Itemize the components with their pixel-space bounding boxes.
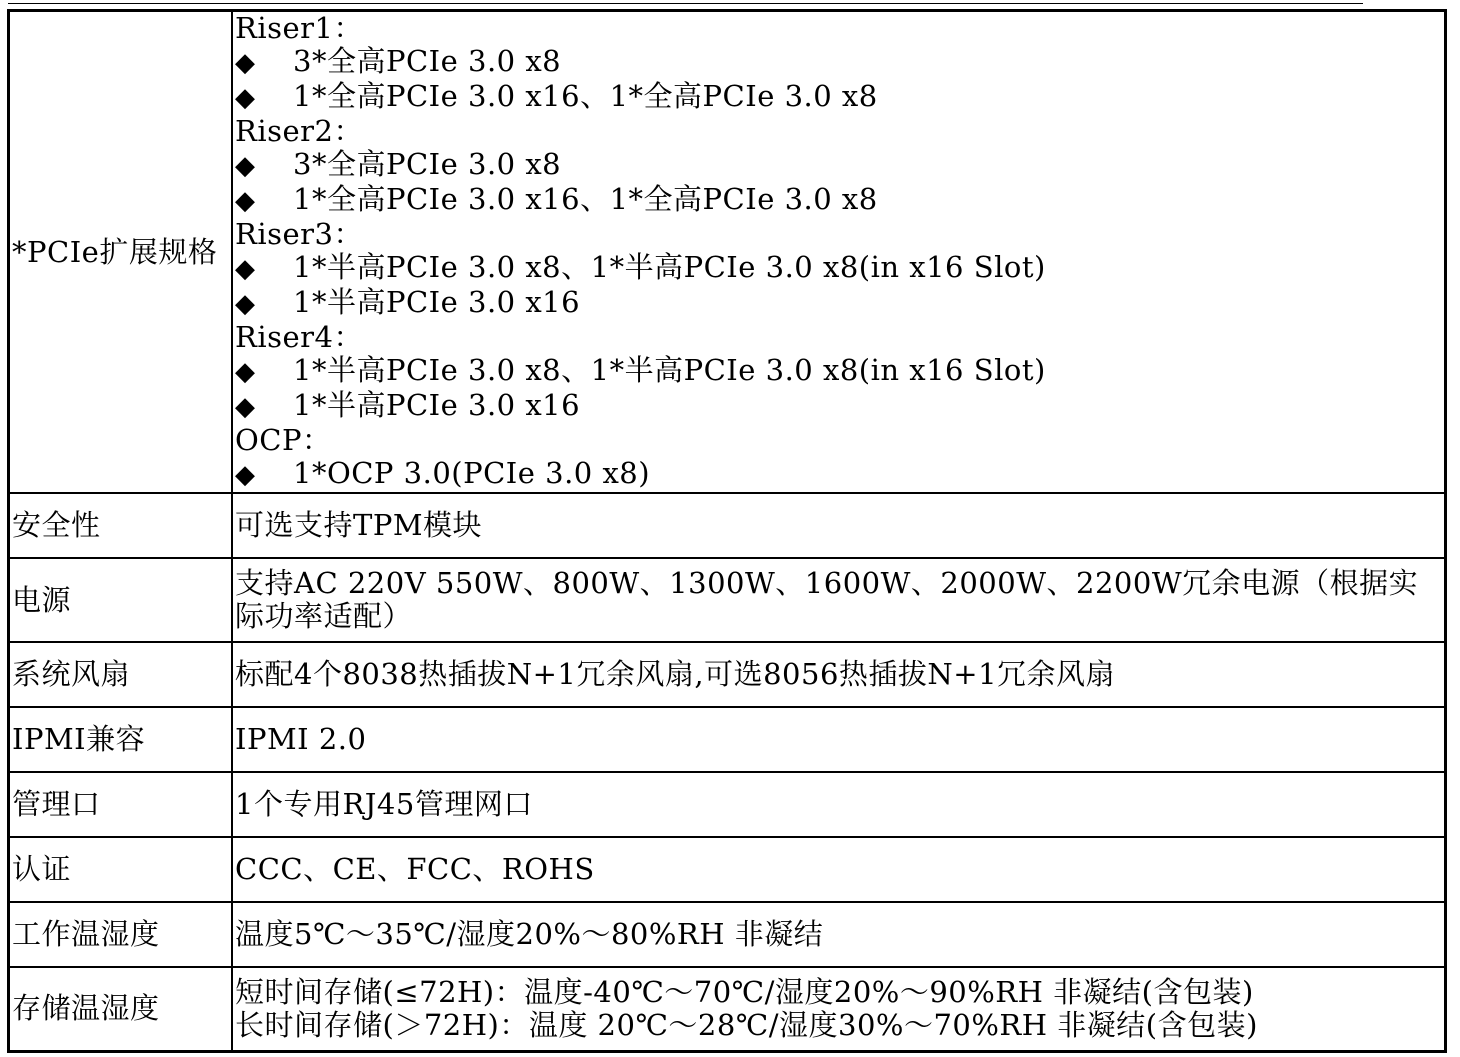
list-item: OCP：	[235, 423, 332, 457]
list-item: ◆ 1*全高PCIe 3.0 x16、1*全高PCIe 3.0 x8	[235, 182, 878, 216]
list-item: ◆ 1*半高PCIe 3.0 x16	[235, 285, 581, 319]
list-item: ◆ 1*半高PCIe 3.0 x8、1*半高PCIe 3.0 x8(in x16 Slot)	[235, 250, 1046, 284]
list-item: ◆ 1*OCP 3.0(PCIe 3.0 x8)	[235, 456, 651, 490]
row-value-ipmi: IPMI 2.0	[232, 707, 1446, 772]
list-item: Riser2：	[235, 114, 363, 148]
row-label-certification: 认证	[9, 837, 233, 902]
list-item: 长时间存储(＞72H)：温度 20℃～28℃/湿度30%～70%RH 非凝结(含包装)	[235, 1007, 1258, 1042]
row-value-certification: CCC、CE、FCC、ROHS	[232, 837, 1446, 902]
table-row	[9, 902, 1446, 967]
row-value-security: 可选支持TPM模块	[232, 493, 1446, 558]
list-item: 短时间存储(≤72H)：温度-40℃～70℃/湿度20%～90%RH 非凝结(含包装)	[235, 974, 1254, 1009]
row-value-fans: 标配4个8038热插拔N+1冗余风扇,可选8056热插拔N+1冗余风扇	[232, 642, 1446, 707]
row-label-operating-env: 工作温湿度	[9, 902, 233, 967]
row-label-storage-env: 存储温湿度	[9, 967, 233, 1051]
top-rule	[8, 3, 1363, 4]
diamond-bullet-icon: ◆	[235, 254, 256, 284]
list-item: Riser4：	[235, 320, 363, 354]
table-row	[9, 493, 1446, 558]
diamond-bullet-icon: ◆	[235, 392, 256, 422]
row-label-power: 电源	[9, 558, 233, 642]
diamond-bullet-icon: ◆	[235, 460, 256, 490]
list-item: Riser1：	[235, 11, 363, 45]
table-row	[9, 558, 1446, 642]
diamond-bullet-icon: ◆	[235, 357, 256, 387]
row-label-fans: 系统风扇	[9, 642, 233, 707]
row-label-security: 安全性	[9, 493, 233, 558]
list-item: ◆ 1*半高PCIe 3.0 x8、1*半高PCIe 3.0 x8(in x16 Slot)	[235, 353, 1046, 387]
table-row	[9, 772, 1446, 837]
row-value-mgmt-port: 1个专用RJ45管理网口	[232, 772, 1446, 837]
row-label-ipmi: IPMI兼容	[9, 707, 233, 772]
table-row	[9, 642, 1446, 707]
table-row	[9, 967, 1446, 1051]
list-item: ◆ 3*全高PCIe 3.0 x8	[235, 44, 562, 78]
row-label-mgmt-port: 管理口	[9, 772, 233, 837]
table-row	[9, 707, 1446, 772]
row-value-storage-env	[232, 967, 1446, 1051]
list-item: ◆ 1*全高PCIe 3.0 x16、1*全高PCIe 3.0 x8	[235, 79, 878, 113]
row-value-pcie	[232, 11, 1446, 494]
list-item: Riser3：	[235, 217, 363, 251]
table-row	[9, 11, 1446, 494]
row-label-pcie: *PCIe扩展规格	[9, 11, 233, 494]
spec-table	[7, 9, 1447, 1053]
row-value-power: 支持AC 220V 550W、800W、1300W、1600W、2000W、2200W冗余电源（根据实际功率适配）	[232, 558, 1446, 642]
diamond-bullet-icon: ◆	[235, 83, 256, 113]
list-item: ◆ 3*全高PCIe 3.0 x8	[235, 147, 562, 181]
row-value-operating-env: 温度5℃～35℃/湿度20%～80%RH 非凝结	[232, 902, 1446, 967]
diamond-bullet-icon: ◆	[235, 186, 256, 216]
diamond-bullet-icon: ◆	[235, 48, 256, 78]
diamond-bullet-icon: ◆	[235, 289, 256, 319]
table-row	[9, 837, 1446, 902]
diamond-bullet-icon: ◆	[235, 151, 256, 181]
list-item: ◆ 1*半高PCIe 3.0 x16	[235, 388, 581, 422]
